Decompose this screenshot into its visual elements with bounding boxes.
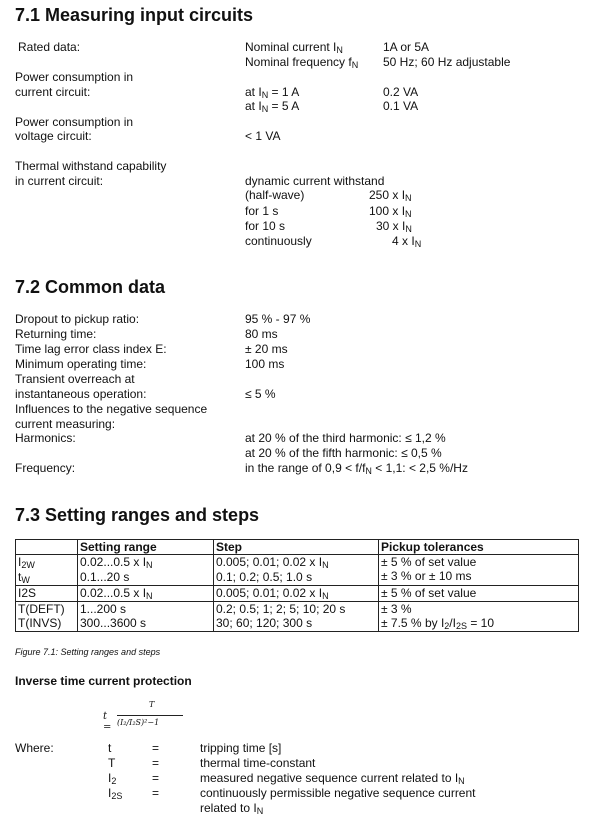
- influence-label-2: current measuring:: [15, 417, 116, 431]
- table-cell-param: I2S: [16, 586, 78, 602]
- def-equals: =: [152, 756, 160, 770]
- formula-numerator: T: [149, 700, 155, 709]
- def-symbol: t: [108, 741, 112, 755]
- def-equals: =: [152, 741, 160, 755]
- continuously-label: continuously: [245, 234, 312, 248]
- formula-fraction-bar: [117, 715, 183, 716]
- def-description: continuously permissible negative sequence current: [200, 786, 476, 800]
- table-row: [16, 555, 579, 586]
- common-row-label: Returning time:: [15, 327, 97, 341]
- at-in-5a: at IN = 5 A: [245, 99, 300, 114]
- power-voltage-value: < 1 VA: [245, 129, 281, 143]
- def-symbol: I2S: [108, 786, 123, 801]
- table-cell-step: 0.2; 0.5; 1; 2; 5; 10; 20 s 30; 60; 120; 300 s: [214, 602, 379, 632]
- def-description-continued: related to IN: [200, 801, 264, 816]
- table-header-cell: Setting range: [78, 540, 214, 555]
- harmonics-fifth: at 20 % of the fifth harmonic: ≤ 0,5 %: [245, 446, 442, 460]
- nominal-frequency-label: Nominal frequency fN: [245, 55, 359, 70]
- common-row-label: Minimum operating time:: [15, 357, 147, 371]
- nominal-current-value: 1A or 5A: [383, 40, 430, 54]
- transient-label-2: instantaneous operation:: [15, 387, 147, 401]
- section-heading-7-3: 7.3 Setting ranges and steps: [15, 505, 260, 525]
- table-header-cell: Step: [214, 540, 379, 555]
- half-wave-label: (half-wave): [245, 188, 305, 202]
- table-header-cell: [16, 540, 78, 555]
- table-cell-range: 0.02...0.5 x IN 0.1...20 s: [78, 555, 214, 586]
- setting-ranges-table: [15, 539, 579, 632]
- where-label: Where:: [15, 741, 54, 755]
- common-row-label: Time lag error class index E:: [15, 342, 167, 356]
- harmonics-third: at 20 % of the third harmonic: ≤ 1,2 %: [245, 431, 446, 445]
- continuously-value: 4 x IN: [392, 234, 422, 249]
- inverse-heading: Inverse time current protection: [15, 674, 192, 688]
- table-cell-tolerance: ± 5 % of set value: [379, 586, 579, 602]
- table-cell-tolerance: ± 5 % of set value ± 3 % or ± 10 ms: [379, 555, 579, 586]
- table-header-row: [16, 540, 579, 555]
- power-current-label-1: Power consumption in: [15, 70, 134, 84]
- frequency-value: in the range of 0,9 < f/fN < 1,1: < 2,5 %/Hz: [245, 461, 468, 476]
- thermal-label-2: in current circuit:: [15, 174, 104, 188]
- table-row: [16, 586, 579, 602]
- table-cell-param: I2W tW: [16, 555, 78, 586]
- common-row-value: 95 % - 97 %: [245, 312, 311, 326]
- for-10s-label: for 10 s: [245, 219, 286, 233]
- table-cell-range: 1...200 s 300...3600 s: [78, 602, 214, 632]
- def-equals: =: [152, 786, 160, 800]
- def-description: measured negative sequence current related to IN: [200, 771, 465, 786]
- table-cell-param: T(DEFT) T(INVS): [16, 602, 78, 632]
- harmonics-label: Harmonics:: [15, 431, 76, 445]
- def-symbol: I2: [108, 771, 117, 786]
- for-10s-value: 30 x IN: [376, 219, 412, 234]
- power-voltage-label-2: voltage circuit:: [15, 129, 92, 143]
- section-heading-7-1: 7.1 Measuring input circuits: [15, 5, 254, 25]
- common-row-value: 100 ms: [245, 357, 285, 371]
- power-voltage-label-1: Power consumption in: [15, 115, 134, 129]
- table-header-cell: Pickup tolerances: [379, 540, 579, 555]
- dynamic-withstand-label: dynamic current withstand: [245, 174, 385, 188]
- thermal-label-1: Thermal withstand capability: [15, 159, 167, 173]
- common-row-value: ± 20 ms: [245, 342, 288, 356]
- table-cell-step: 0.005; 0.01; 0.02 x IN: [214, 586, 379, 602]
- table-cell-range: 0.02...0.5 x IN: [78, 586, 214, 602]
- half-wave-value: 250 x IN: [369, 188, 412, 203]
- table-cell-tolerance: ± 3 % ± 7.5 % by I2/I2S = 10: [379, 602, 579, 632]
- common-row-label: Dropout to pickup ratio:: [15, 312, 140, 326]
- for-1s-label: for 1 s: [245, 204, 279, 218]
- def-description: thermal time-constant: [200, 756, 316, 770]
- nominal-current-label: Nominal current IN: [245, 40, 343, 55]
- transient-value: ≤ 5 %: [245, 387, 276, 401]
- formula-lhs: t =: [103, 711, 112, 733]
- transient-label-1: Transient overreach at: [15, 372, 135, 386]
- rated-data-label: Rated data:: [18, 40, 81, 54]
- power-current-label-2: current circuit:: [15, 85, 91, 99]
- influence-label-1: Influences to the negative sequence: [15, 402, 208, 416]
- section-heading-7-2: 7.2 Common data: [15, 277, 166, 297]
- def-description: tripping time [s]: [200, 741, 282, 755]
- nominal-frequency-value: 50 Hz; 60 Hz adjustable: [383, 55, 511, 69]
- at-in-1a: at IN = 1 A: [245, 85, 300, 100]
- at-in-1a-value: 0.2 VA: [383, 85, 419, 99]
- at-in-5a-value: 0.1 VA: [383, 99, 419, 113]
- frequency-label: Frequency:: [15, 461, 76, 475]
- table-cell-step: 0.005; 0.01; 0.02 x IN 0.1; 0.2; 0.5; 1.0 s: [214, 555, 379, 586]
- for-1s-value: 100 x IN: [369, 204, 412, 219]
- def-equals: =: [152, 771, 160, 785]
- common-row-value: 80 ms: [245, 327, 278, 341]
- table-row: [16, 602, 579, 632]
- figure-caption: Figure 7.1: Setting ranges and steps: [15, 647, 161, 657]
- formula-denominator: (I₂/I₂S)²−1: [117, 718, 160, 727]
- def-symbol: T: [108, 756, 116, 770]
